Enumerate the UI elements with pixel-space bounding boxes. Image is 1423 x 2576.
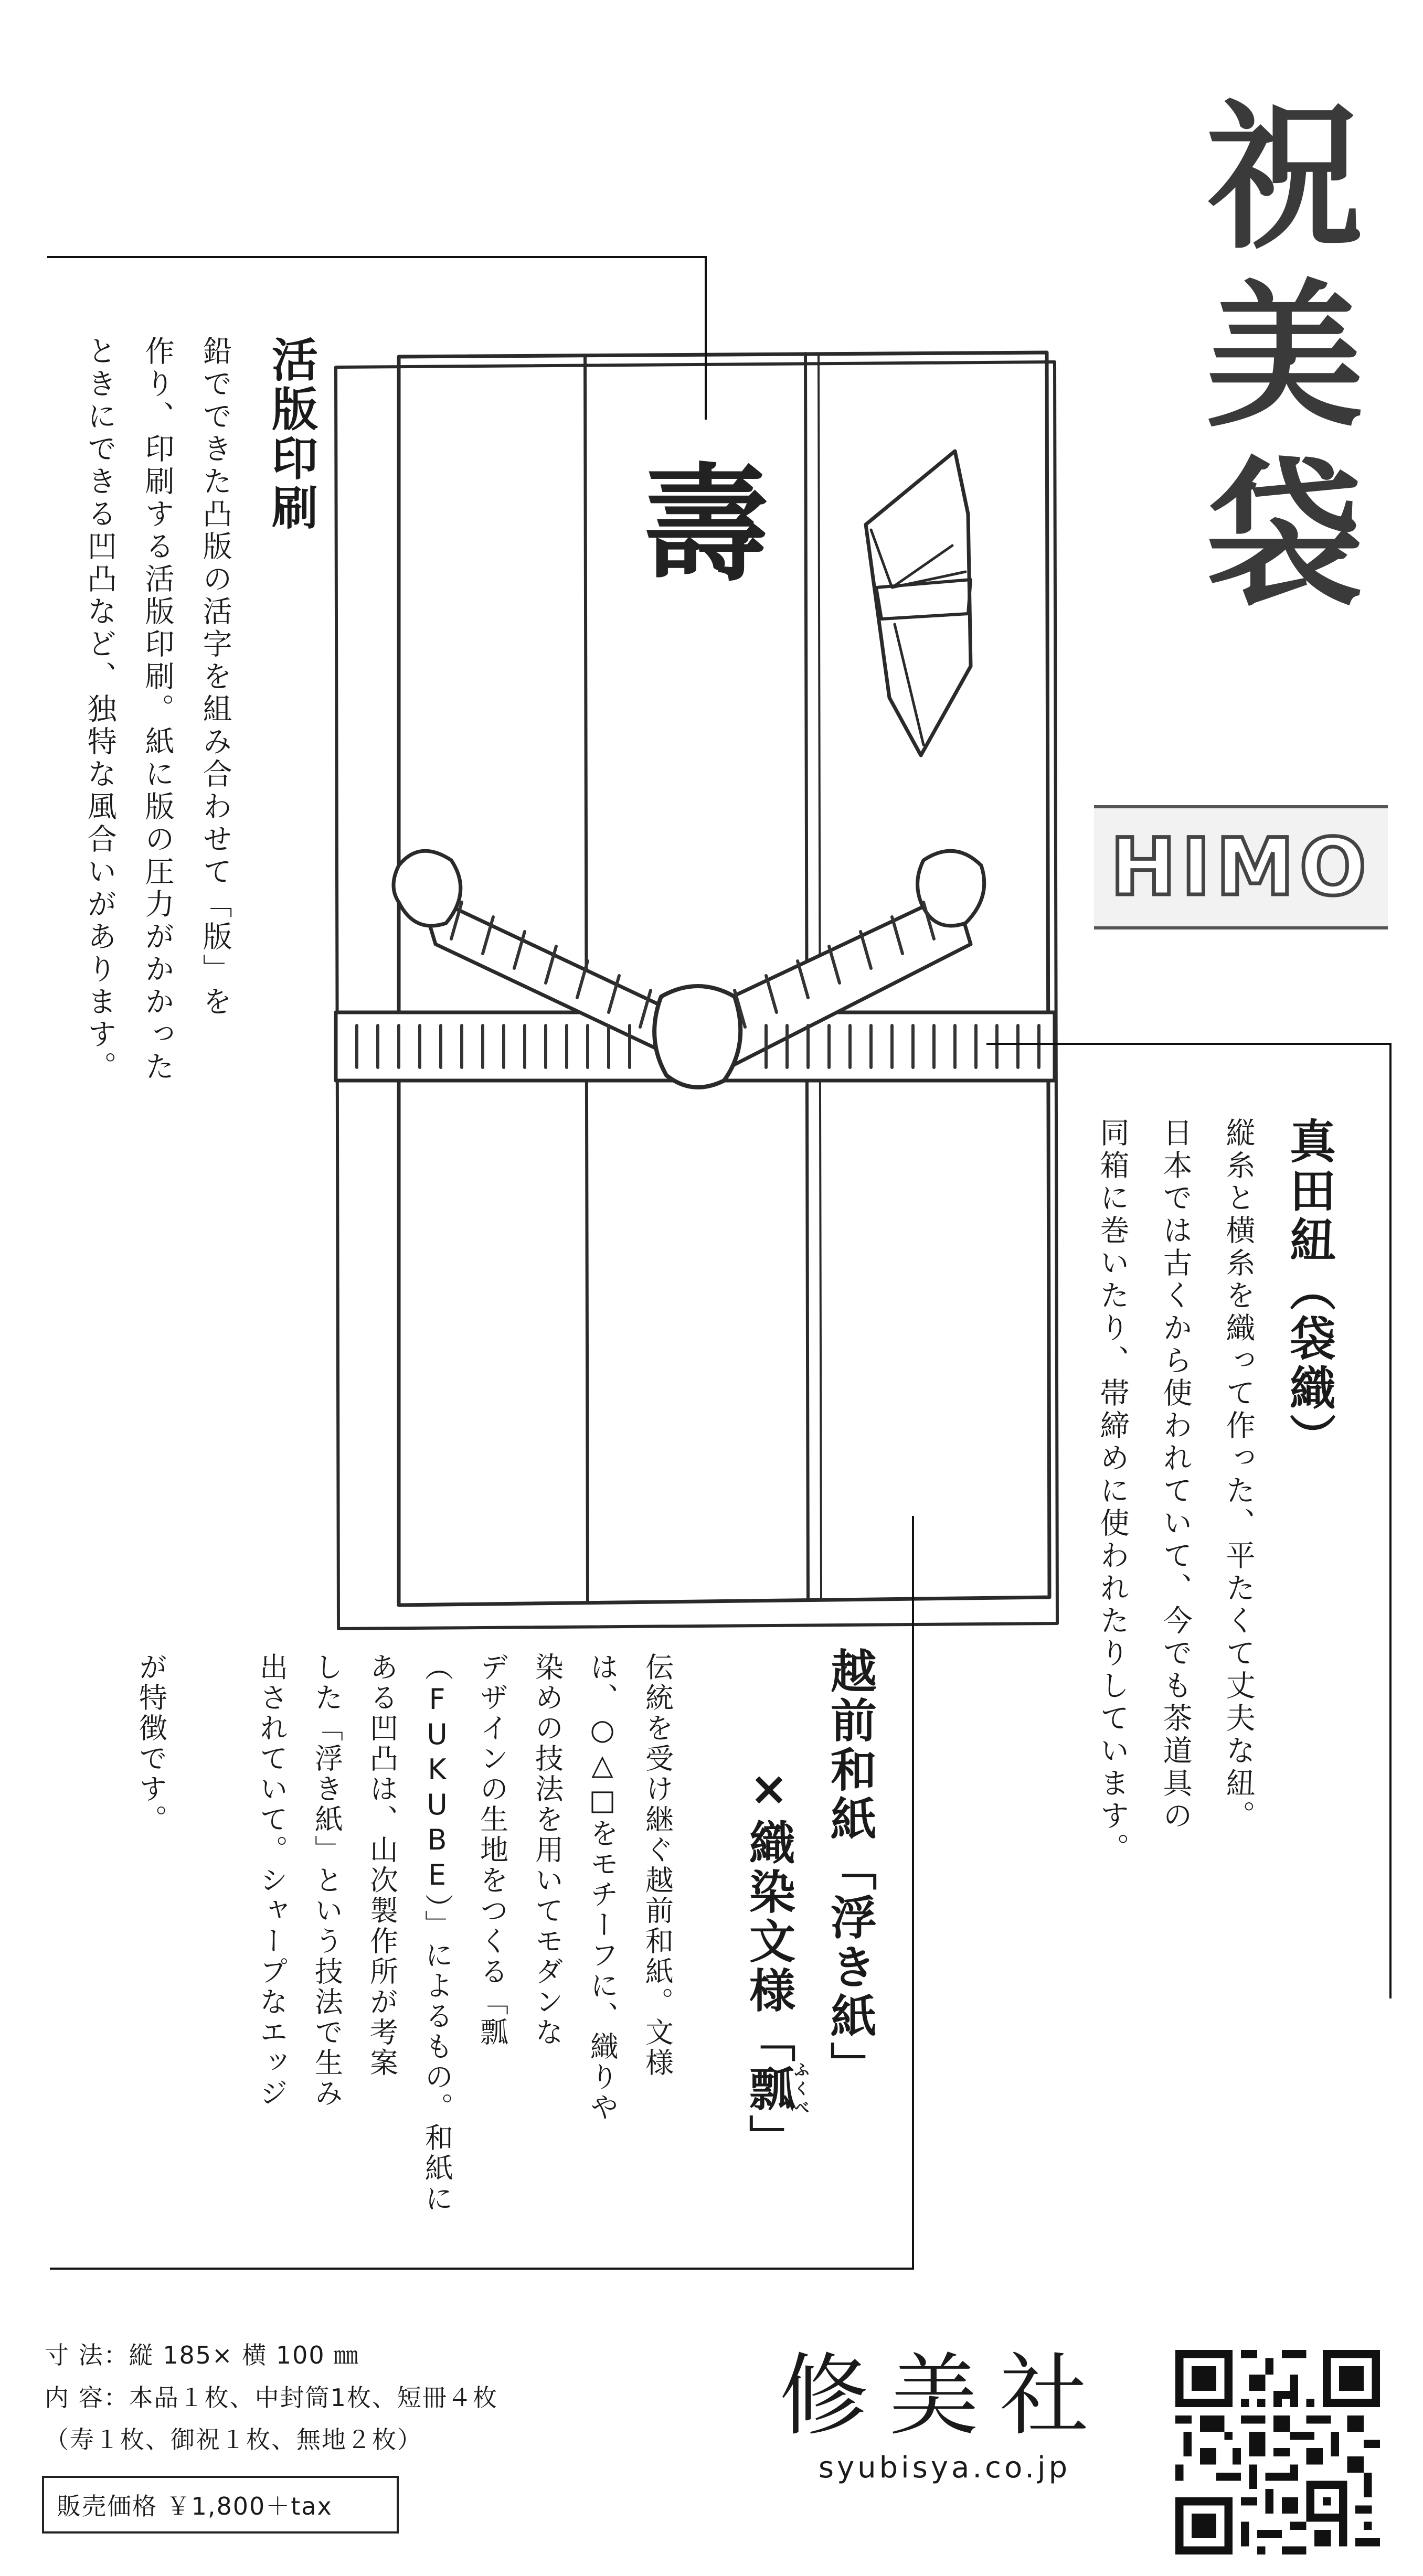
washi-heading-2-post: 」 xyxy=(742,2114,796,2164)
page-title: 祝美袋 xyxy=(1180,94,1363,629)
spec-size: 寸 法：縦 185× 横 100 ㎜ xyxy=(45,2341,359,2369)
kappan-line-2: 作り、印刷する活版印刷。紙に版の圧力がかかった xyxy=(140,336,175,1084)
washi-line-4: デザインの生地をつくる「瓢 xyxy=(475,1652,509,2048)
kotobuki-character: 壽 xyxy=(643,451,769,598)
product-specs xyxy=(45,2334,498,2461)
fukube-reading: ふくべ xyxy=(791,2061,809,2118)
kappan-line-1: 鉛でできた凸版の活字を組み合わせて「版」を xyxy=(198,336,232,1019)
sanada-line-1: 縦糸と横糸を織って作った、平たくて丈夫な紐。 xyxy=(1221,1117,1256,1833)
washi-line-2: は、○△□をモチーフに、織りや xyxy=(586,1652,619,2123)
washi-line-8: 出されていて。シャープなエッジ xyxy=(255,1652,289,2109)
price-box xyxy=(42,2476,399,2534)
kappan-line-3: ときにできる凹凸など、独特な風合いがあります。 xyxy=(82,336,117,1084)
fukube-kanji: 瓢 xyxy=(742,2061,796,2118)
washi-line-1: 伝統を受け継ぐ越前和紙。文様 xyxy=(641,1652,674,2078)
brand-url[interactable]: syubisya.co.jp xyxy=(818,2451,1071,2485)
brand-block xyxy=(771,2344,1118,2485)
sanada-heading: 真田紐（袋織） xyxy=(1282,1117,1336,1462)
kappan-heading: 活版印刷 xyxy=(264,336,318,533)
washi-line-7: した「浮き紙」という技法で生み xyxy=(310,1652,344,2109)
spec-contents: 内 容：本品１枚、中封筒1枚、短冊４枚 xyxy=(45,2383,498,2412)
fukube-ruby xyxy=(742,2061,809,2118)
washi-heading-2-pre: ×織染文様「 xyxy=(742,1761,796,2065)
sanada-line-3: 同箱に巻いたり、帯締めに使われたりしています。 xyxy=(1095,1117,1130,1865)
washi-line-9: が特徴です。 xyxy=(134,1652,168,1835)
washi-line-6: ある凹凸は、山次製作所が考案 xyxy=(365,1652,399,2078)
brand-name: 修美社 xyxy=(779,2344,1110,2448)
himo-logo xyxy=(1094,805,1388,929)
price-text: 販売価格 ￥1,800＋tax xyxy=(57,2492,333,2520)
washi-line-3: 染めの技法を用いてモダンな xyxy=(530,1652,564,2048)
spec-contents-detail: （寿１枚、御祝１枚、無地２枚） xyxy=(45,2425,422,2454)
washi-heading-1: 越前和紙「浮き紙」 xyxy=(823,1647,877,2091)
sanada-line-2: 日本では古くから使われていて、今でも茶道具の xyxy=(1158,1117,1193,1833)
himo-logo-text: HIMO xyxy=(1110,821,1372,913)
washi-line-5: （FUKUBE）」によるもの。和紙に xyxy=(420,1652,454,2214)
washi-heading-2 xyxy=(740,1647,860,2164)
qr-code[interactable] xyxy=(1175,2350,1380,2554)
